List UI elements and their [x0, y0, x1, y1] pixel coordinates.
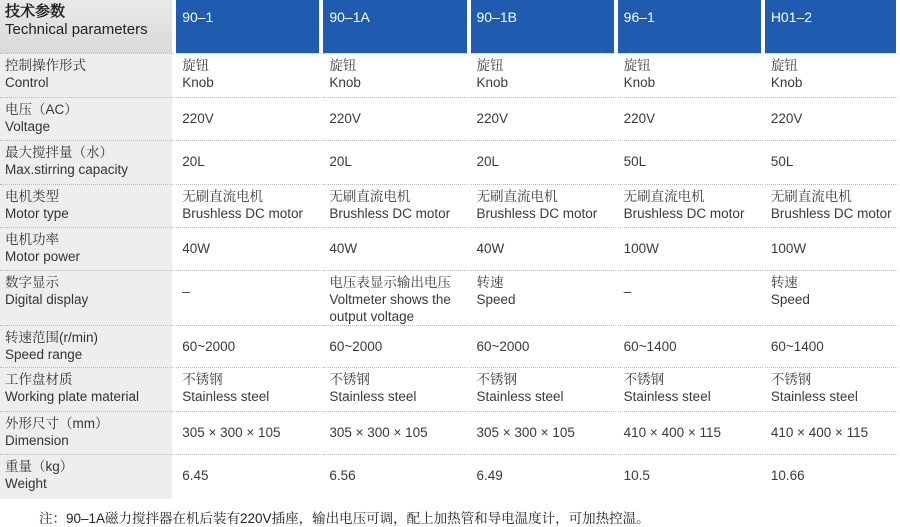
cell-text: 40W: [182, 241, 210, 256]
table-cell: [471, 140, 618, 184]
table-cell: [323, 97, 470, 140]
cell-text: Speed: [770, 292, 810, 307]
cell-text: 50L: [770, 154, 794, 169]
table-cell: [323, 184, 470, 227]
table-cell: [323, 367, 470, 411]
cell-text: Brushless DC motor: [329, 206, 451, 221]
row-label-en: Dimension: [5, 433, 69, 448]
table-cell: [323, 227, 470, 270]
table-cell: [618, 454, 765, 499]
model-header: 90–1: [176, 0, 323, 53]
table-cell: [323, 454, 470, 499]
row-label-en: Max.stirring capacity: [5, 162, 129, 177]
cell-text: 410 × 400 × 115: [623, 425, 721, 440]
cell-text: 无刷直流电机: [182, 189, 264, 204]
table-cell: [323, 325, 470, 367]
table-cell: [618, 270, 765, 325]
row-label: [0, 270, 176, 325]
cell-text: 10.66: [770, 468, 805, 483]
row-label-en: Digital display: [5, 292, 89, 307]
table-cell: [618, 411, 765, 454]
header-label-en: Technical parameters: [5, 21, 148, 38]
cell-text: 转速: [476, 275, 504, 290]
cell-text: –: [623, 284, 632, 299]
table-cell: [765, 53, 900, 97]
table-cell: [618, 53, 765, 97]
cell-text: 20L: [329, 154, 352, 169]
table-body: [0, 53, 900, 499]
cell-text: 6.49: [476, 468, 503, 483]
table-cell: [471, 411, 618, 454]
cell-text: Stainless steel: [182, 389, 270, 404]
cell-text: Stainless steel: [623, 389, 711, 404]
cell-text: 20L: [182, 154, 205, 169]
table-cell: [176, 367, 323, 411]
cell-text: 电压表显示输出电压: [329, 275, 451, 290]
cell-text: 旋钮: [329, 58, 357, 73]
header-label-cell: [0, 0, 176, 53]
cell-text: 不锈钢: [182, 372, 223, 387]
cell-text: 50L: [623, 154, 647, 169]
model-header: 90–1B: [471, 0, 618, 53]
cell-text: output voltage: [329, 309, 415, 324]
cell-text: 10.5: [623, 468, 650, 483]
table-cell: [176, 411, 323, 454]
cell-text: 60~2000: [182, 339, 236, 354]
row-label-cn: 外形尺寸（mm）: [5, 416, 109, 431]
table-cell: [471, 53, 618, 97]
row-label-cn: 工作盘材质: [5, 372, 73, 387]
header-label-cn: 技术参数: [5, 3, 66, 20]
row-label: [0, 97, 176, 140]
cell-text: 旋钮: [476, 58, 504, 73]
cell-text: 20L: [476, 154, 500, 169]
table-cell: [618, 367, 765, 411]
cell-text: Voltmeter shows the: [329, 292, 451, 307]
cell-text: 220V: [329, 111, 361, 126]
table-cell: [765, 454, 900, 499]
footnote: 注：90–1A磁力搅拌器在机后装有220V插座，输出电压可调，配上加热管和导电温度计，可加热控温。: [39, 511, 650, 526]
table-cell: [176, 140, 323, 184]
cell-text: 305 × 300 × 105: [476, 425, 575, 440]
cell-text: 6.56: [329, 468, 356, 483]
cell-text: 305 × 300 × 105: [182, 425, 281, 440]
table-cell: [323, 411, 470, 454]
cell-text: 100W: [770, 241, 807, 256]
cell-text: 不锈钢: [770, 372, 812, 387]
table-cell: [471, 367, 618, 411]
table-cell: [176, 227, 323, 270]
table-cell: [176, 454, 323, 499]
table-cell: [765, 97, 900, 140]
row-label-cn: 重量（kg）: [5, 459, 74, 474]
table-cell: [765, 367, 900, 411]
table-cell: [176, 184, 323, 227]
table-cell: [618, 227, 765, 270]
table-row: [0, 325, 900, 367]
table-cell: [765, 184, 900, 227]
cell-text: 不锈钢: [329, 372, 370, 387]
table-cell: [323, 140, 470, 184]
cell-text: 不锈钢: [476, 372, 517, 387]
row-label-cn: 转速范围(r/min): [5, 330, 98, 345]
cell-text: –: [182, 284, 190, 299]
cell-text: Brushless DC motor: [623, 206, 745, 221]
row-label-en: Working plate material: [5, 389, 140, 404]
cell-text: 220V: [623, 111, 656, 126]
table-cell: [618, 140, 765, 184]
table-row: [0, 367, 900, 411]
model-header: 96–1: [618, 0, 765, 53]
table-row: [0, 140, 900, 184]
cell-text: 100W: [623, 241, 659, 256]
cell-text: Knob: [770, 75, 803, 90]
table-cell: [618, 325, 765, 367]
table-row: [0, 97, 900, 140]
row-label: [0, 367, 176, 411]
table-row: [0, 270, 900, 325]
cell-text: Stainless steel: [476, 389, 564, 404]
cell-text: Brushless DC motor: [182, 206, 303, 221]
table-cell: [765, 140, 900, 184]
table-cell: [471, 454, 618, 499]
cell-text: Knob: [182, 75, 214, 90]
row-label-cn: 控制操作形式: [5, 58, 86, 73]
model-header: H01–2: [765, 0, 900, 53]
table-row: [0, 227, 900, 270]
table-cell: [176, 325, 323, 367]
model-header: 90–1A: [323, 0, 470, 53]
row-label-en: Motor type: [5, 206, 69, 221]
row-label-cn: 最大搅拌量（水）: [5, 145, 113, 160]
cell-text: 旋钮: [182, 58, 210, 73]
table-row: [0, 411, 900, 454]
cell-text: 旋钮: [623, 58, 651, 73]
cell-text: Knob: [329, 75, 361, 90]
cell-text: Brushless DC motor: [770, 206, 892, 221]
table-cell: [471, 184, 618, 227]
cell-text: Stainless steel: [770, 389, 858, 404]
table-cell: [765, 411, 900, 454]
cell-text: 220V: [476, 111, 509, 126]
cell-text: Knob: [623, 75, 656, 90]
cell-text: 60~2000: [476, 339, 530, 354]
cell-text: 40W: [329, 241, 358, 256]
row-label: [0, 184, 176, 227]
cell-text: Speed: [476, 292, 516, 307]
cell-text: 6.45: [182, 468, 209, 483]
table-row: [0, 53, 900, 97]
cell-text: 60~2000: [329, 339, 383, 354]
cell-text: 无刷直流电机: [329, 189, 411, 204]
cell-text: Brushless DC motor: [476, 206, 598, 221]
cell-text: 无刷直流电机: [476, 189, 558, 204]
cell-text: Knob: [476, 75, 509, 90]
header-row: [0, 0, 900, 53]
cell-text: 60~1400: [623, 339, 677, 354]
cell-text: 旋钮: [770, 58, 798, 73]
cell-text: 不锈钢: [623, 372, 665, 387]
row-label: [0, 227, 176, 270]
row-label-cn: 数字显示: [5, 275, 59, 290]
row-label: [0, 140, 176, 184]
table-cell: [323, 270, 470, 325]
row-label-cn: 电压（AC）: [5, 102, 78, 117]
row-label-en: Control: [5, 75, 49, 90]
table-cell: [176, 53, 323, 97]
table-row: [0, 454, 900, 499]
row-label: [0, 325, 176, 367]
cell-text: Stainless steel: [329, 389, 417, 404]
cell-text: 305 × 300 × 105: [329, 425, 428, 440]
row-label: [0, 53, 176, 97]
cell-text: 220V: [770, 111, 803, 126]
table-cell: [618, 184, 765, 227]
table-cell: [618, 97, 765, 140]
row-label-cn: 电机类型: [5, 189, 59, 204]
cell-text: 无刷直流电机: [770, 189, 852, 204]
cell-text: 40W: [476, 241, 505, 256]
table-cell: [471, 227, 618, 270]
row-label: [0, 454, 176, 499]
row-label-en: Voltage: [5, 119, 51, 134]
cell-text: 410 × 400 × 115: [770, 425, 869, 440]
cell-text: 转速: [770, 275, 798, 290]
table-cell: [471, 270, 618, 325]
table-cell: [176, 270, 323, 325]
table-row: [0, 184, 900, 227]
row-label-en: Motor power: [5, 249, 81, 264]
cell-text: 220V: [182, 111, 214, 126]
row-label: [0, 411, 176, 454]
table-cell: [323, 53, 470, 97]
table-cell: [765, 270, 900, 325]
cell-text: 60~1400: [770, 339, 824, 354]
table-cell: [471, 325, 618, 367]
table-cell: [765, 227, 900, 270]
table-cell: [176, 97, 323, 140]
row-label-cn: 电机功率: [5, 232, 59, 247]
row-label-en: Speed range: [5, 347, 83, 362]
table-cell: [765, 325, 900, 367]
table-cell: [471, 97, 618, 140]
row-label-en: Weight: [5, 476, 47, 491]
cell-text: 无刷直流电机: [623, 189, 705, 204]
